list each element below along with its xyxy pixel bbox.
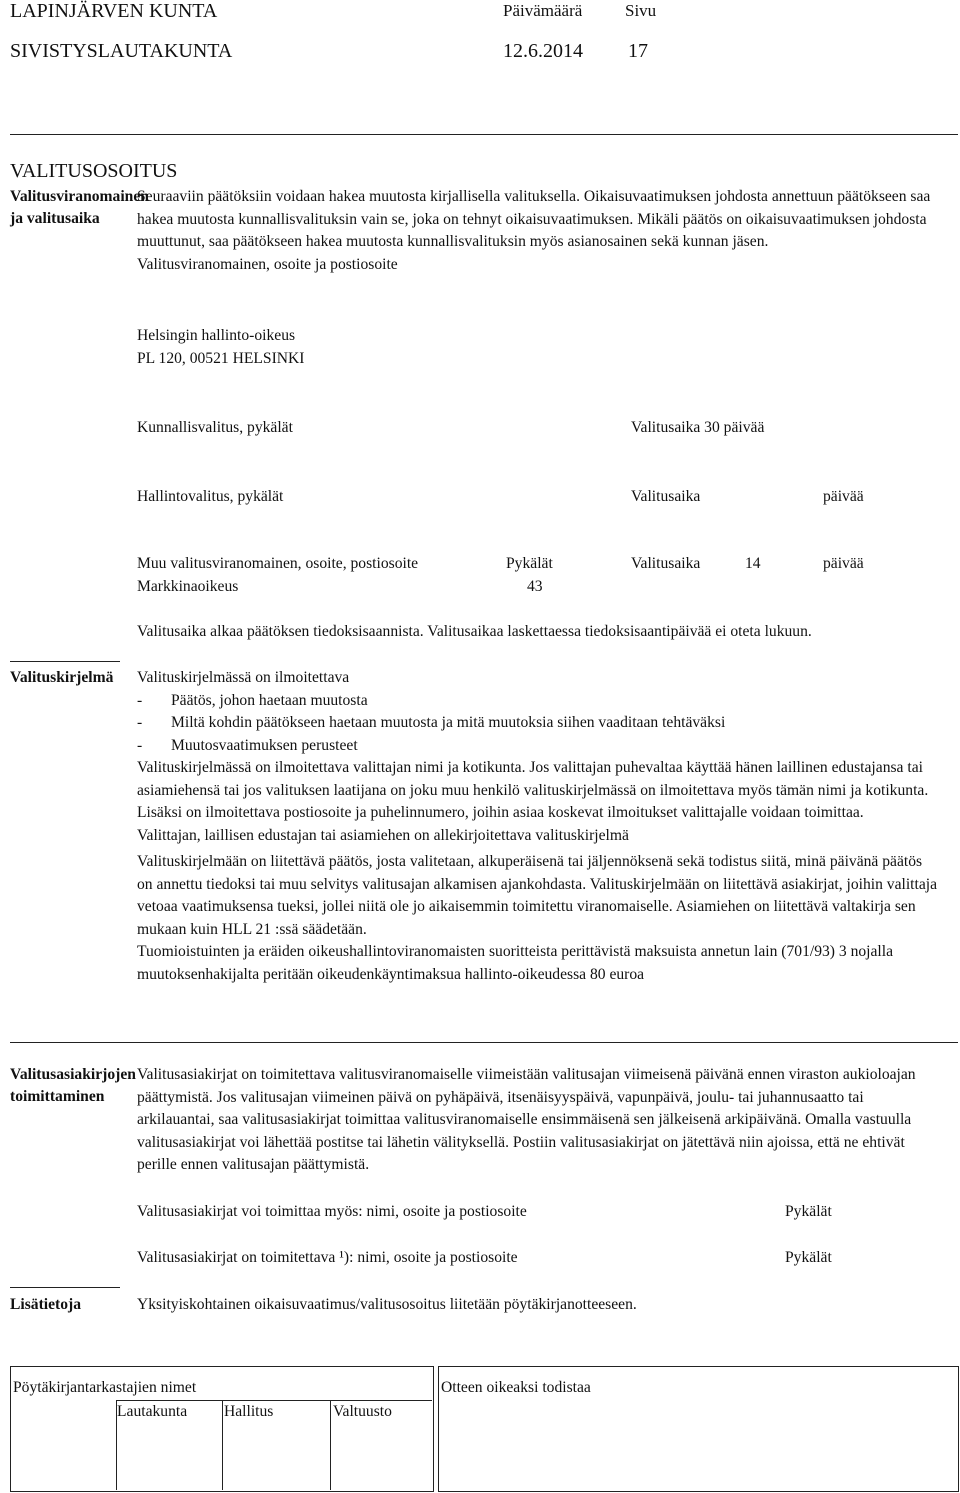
court-address: PL 120, 00521 HELSINKI [137, 350, 305, 367]
letter-bullet-2: - Miltä kohdin päätökseen haetaan muutosta ja mitä muutoksia siihen vaaditaan tehtäväksi [137, 714, 726, 731]
checkers-label: Pöytäkirjantarkastajien nimet [13, 1379, 197, 1396]
market-court-section: 43 [527, 578, 543, 595]
letter-content [137, 667, 937, 986]
committee-name: SIVISTYSLAUTAKUNTA [10, 40, 233, 62]
section-title: VALITUSOSOITUS [10, 160, 178, 182]
authority-address-label: Valitusviranomainen, osoite ja postiosoite [137, 255, 398, 273]
letter-divider [10, 661, 120, 662]
checkers-col-committee: Lautakunta [117, 1403, 188, 1420]
admin-appeal-label: Hallintovalitus, pykälät [137, 488, 284, 505]
other-authority-sections-label: Pykälät [506, 555, 553, 572]
letter-paragraph-1: Valituskirjelmässä on ilmoitettava valittajan nimi ja kotikunta. Jos valittajan puhevaltaa käyttää hänen laillinen edustajansa tai asiamiehensä tai jos valituksen laatijana on joku muu henkilö valituskirjelmässä on ilmoitettava myös tämän nimi ja kotikunta. Lisäksi on ilmoitettava postiosoite ja puhelinnumero, joihin asiaa koskevat ilmoitukset valittajalle voidaan toimittaa. [137, 759, 929, 821]
other-authority-period-label: Valitusaika [631, 555, 701, 572]
page-number: 17 [628, 40, 648, 62]
delivery-paragraph: Valitusasiakirjat on toimitettava valitusviranomaiselle viimeistään valitusajan viimeisenä päivänä ennen viraston aukioloajan päättymistä. Jos valitusajan viimeinen päivä on pyhäpäivä, itsenäisyyspäivä, vapunpäivä, joulu- tai juhannusaatto tai arkilauantai, saa valitusasiakirjat toimittaa valitusviranomaiselle ensimmäisenä sen jälkeisenä arkipäivänä. Omalla vastuulla valitusasiakirjat voi lähettää postitse tai lähetin välityksellä. Postiin valitusasiakirjat on jätettävä niin ajoissa, että ne ehtivät perille ennen valitusajan päättymistä. [137, 1066, 916, 1173]
municipal-appeal-period: Valitusaika 30 päivää [631, 419, 765, 436]
letter-intro: Valituskirjelmässä on ilmoitettava [137, 669, 350, 686]
delivery-divider [10, 1042, 958, 1043]
header-divider [10, 134, 958, 135]
certify-label: Otteen oikeaksi todistaa [441, 1379, 591, 1396]
footer-grid-line [116, 1400, 432, 1401]
delivery-alt-sections: Pykälät [785, 1203, 832, 1220]
delivery-alt-label: Valitusasiakirjat voi toimittaa myös: nimi, osoite ja postiosoite [137, 1203, 527, 1220]
checkers-col-council: Valtuusto [333, 1403, 392, 1420]
date-label: Päivämäärä [503, 1, 583, 20]
authority-intro [137, 186, 937, 276]
letter-paragraph-2: Valittajan, laillisen edustajan tai asiamiehen on allekirjoitettava valituskirjelmä [137, 826, 629, 844]
footer-grid-line [222, 1400, 223, 1490]
market-court-label: Markkinaoikeus [137, 578, 239, 595]
other-authority-label: Muu valitusviranomainen, osoite, postiosoite [137, 555, 419, 572]
other-authority-days: 14 [745, 555, 761, 572]
other-authority-days-label: päivää [823, 555, 864, 572]
info-side-label: Lisätietoja [10, 1296, 82, 1313]
admin-appeal-period-label: Valitusaika [631, 488, 701, 505]
authority-paragraph: Seuraaviin päätöksiin voidaan hakea muutosta kirjallisella valituksella. Oikaisuvaatimuksen johdosta annettuun päätökseen saa hakea muutosta kunnallisvalituksin vain se, joka on tehnyt oikaisuvaatimuksen. Mikäli päätös on oikaisuvaatimuksen johdosta muuttunut, saa päätökseen hakea muutosta kunnallisvalituksin myös asianosainen sekä kunnan jäsen. [137, 188, 931, 250]
delivery-required-sections: Pykälät [785, 1249, 832, 1266]
letter-bullet-3: - Muutosvaatimuksen perusteet [137, 736, 358, 754]
letter-paragraph-4: Tuomioistuinten ja eräiden oikeushallintoviranomaisten suoritteista perittävistä maksuista annetun lain (701/93) 3 nojalla muutoksenhakijalta peritään oikeudenkäyntimaksua hallinto-oikeudessa 80 euroa [137, 943, 894, 983]
checkers-col-board: Hallitus [224, 1403, 274, 1420]
footer-grid-line [330, 1400, 331, 1490]
letter-paragraph-3: Valituskirjelmään on liitettävä päätös, josta valitetaan, alkuperäisenä tai jäljennöksenä sekä todistus siitä, minä päivänä päätös on annettu tiedoksi tai muu selvitys valitusajan alkamisen ajankohdasta. Valituskirjelmään on liitettävä asiakirjat, joihin valittaja vetoaa vaatimuksensa tueksi, jollei niitä ole jo aikaisemmin toimitettu viranomaiselle. Asiamiehen on liitettävä valtakirja sen mukaan kuin HLL 21 :ssä säädetään. [137, 853, 938, 938]
delivery-side-label: Valitusasiakirjojen toimittaminen [10, 1066, 136, 1105]
letter-bullet-1: - Päätös, johon haetaan muutosta [137, 691, 368, 709]
org-name: LAPINJÄRVEN KUNTA [10, 0, 218, 22]
letter-side-label: Valituskirjelmä [10, 669, 114, 686]
page-label: Sivu [625, 1, 657, 20]
municipal-appeal-label: Kunnallisvalitus, pykälät [137, 419, 293, 436]
authority-side-label: Valitusviranomainen ja valitusaika [10, 188, 149, 227]
appeal-period-note: Valitusaika alkaa päätöksen tiedoksisaannista. Valitusaikaa laskettaessa tiedoksisaantipäivää ei oteta lukuun. [137, 623, 812, 640]
appeal-period-note-box [137, 621, 937, 644]
court-name: Helsingin hallinto-oikeus [137, 327, 296, 344]
date-value: 12.6.2014 [503, 40, 583, 62]
footer-grid-line [116, 1400, 117, 1490]
info-divider [10, 1287, 120, 1288]
delivery-required-label: Valitusasiakirjat on toimitettava ¹): nimi, osoite ja postiosoite [137, 1249, 518, 1266]
info-text: Yksityiskohtainen oikaisuvaatimus/valitusosoitus liitetään pöytäkirjanotteeseen. [137, 1296, 637, 1313]
admin-appeal-days-label: päivää [823, 488, 864, 505]
delivery-content [137, 1064, 937, 1177]
